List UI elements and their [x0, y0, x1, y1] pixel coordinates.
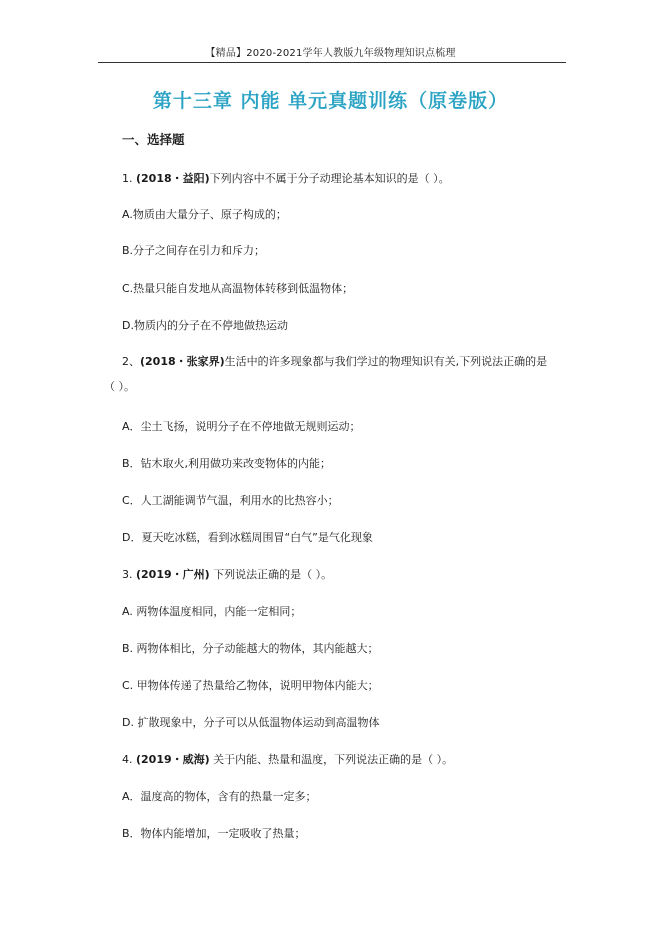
- question-2-stem-continued: （ ）。: [104, 380, 135, 393]
- question-3-option-a: A. 两物体温度相同，内能一定相同；: [122, 605, 302, 618]
- question-text: 下列内容中不属于分子动理论基本知识的是（ ）。: [209, 172, 450, 185]
- question-3-stem: [122, 566, 332, 582]
- question-source: (2019・广州): [136, 568, 210, 581]
- question-1-option-b: B.分子之间存在引力和斥力；: [122, 244, 266, 257]
- question-source: (2019・威海): [136, 753, 210, 766]
- question-2-option-c: C．人工湖能调节气温，利用水的比热容小；: [122, 494, 339, 507]
- question-1-stem: [122, 170, 450, 186]
- question-3-option-d: D. 扩散现象中，分子可以从低温物体运动到高温物体: [122, 716, 380, 729]
- page-header: 【精品】2020-2021学年人教版九年级物理知识点梳理: [205, 48, 456, 59]
- question-number: 1.: [122, 172, 136, 185]
- question-3-option-c: C. 甲物体传递了热量给乙物体，说明甲物体内能大；: [122, 679, 379, 692]
- question-text: 下列说法正确的是（ ）。: [209, 568, 333, 581]
- question-number: 3.: [122, 568, 136, 581]
- question-2-option-d: D．夏天吃冰糕，看到冰糕周围冒“白气”是气化现象: [122, 531, 373, 544]
- question-text: 生活中的许多现象都与我们学过的物理知识有关,下列说法正确的是: [224, 355, 548, 368]
- question-4-option-a: A．温度高的物体，含有的热量一定多；: [122, 790, 317, 803]
- question-1-option-d: D.物质内的分子在不停地做热运动: [122, 319, 288, 332]
- question-source: (2018・益阳): [136, 172, 210, 185]
- question-3-option-b: B. 两物体相比，分子动能越大的物体，其内能越大；: [122, 642, 379, 655]
- question-source: (2018・张家界): [140, 355, 225, 368]
- question-4-stem: [122, 751, 453, 767]
- question-2-stem: [122, 353, 547, 369]
- question-1-option-a: A.物质由大量分子、原子构成的；: [122, 208, 287, 221]
- question-4-option-b: B．物体内能增加，一定吸收了热量；: [122, 827, 306, 840]
- question-1-option-c: C.热量只能自发地从高温物体转移到低温物体；: [122, 282, 354, 295]
- section-heading: 一、选择题: [122, 132, 185, 147]
- question-text: 关于内能、热量和温度，下列说法正确的是（ ）。: [209, 753, 454, 766]
- question-2-option-b: B．钻木取火,利用做功来改变物体的内能；: [122, 457, 332, 470]
- header-rule: [98, 62, 566, 63]
- document-title: 第十三章 内能 单元真题训练（原卷版）: [152, 90, 509, 112]
- question-number: 4.: [122, 753, 136, 766]
- question-2-option-a: A．尘土飞扬，说明分子在不停地做无规则运动；: [122, 420, 361, 433]
- question-number: 2、: [122, 355, 140, 368]
